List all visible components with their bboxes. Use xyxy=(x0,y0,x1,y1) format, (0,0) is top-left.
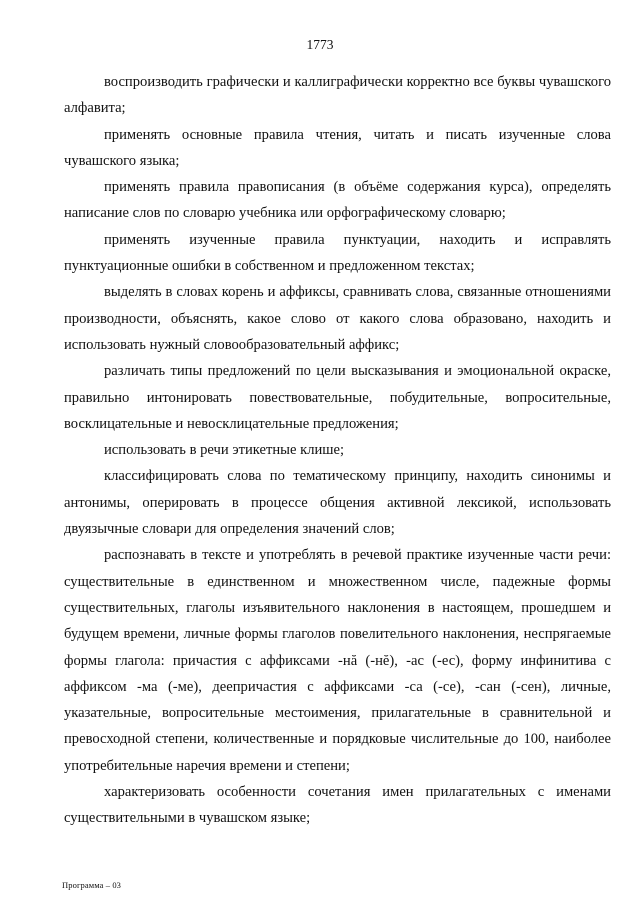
paragraph-spelling-rules: применять правила правописания (в объёме содержания курса), определять написание слов по словарю учебника или орфографическому словарю; xyxy=(64,179,611,222)
paragraph-punctuation: применять изученные правила пунктуации, находить и исправлять пунктуационные ошибки в собственном и предложенном текстах; xyxy=(64,231,611,275)
paragraph-word-formation: выделять в словах корень и аффиксы, сравнивать слова, связанные отношениями производности, объяснять, какое слово от какого слова образовано, находить и использовать нужный словообразовательный аффикс; xyxy=(64,284,611,353)
paragraph-reading-rules: применять основные правила чтения, читать и писать изученные слова чувашского языка; xyxy=(64,126,611,169)
page-footer: Программа – 03 xyxy=(62,880,122,890)
paragraph-adjective-noun: характеризовать особенности сочетания имен прилагательных с именами существительными в чувашском языке; xyxy=(64,784,611,827)
paragraph-parts-of-speech: распознавать в тексте и употреблять в речевой практике изученные части речи: существительные в единственном и множественном числе, падежные формы существительных, глаголы изъявительного наклонения в настоящем, прошедшем и будущем времени, личные формы глаголов повелительного наклонения, неспрягаемые формы глагола: причастия с аффиксами -нă (-нĕ), -ас (-ес), форму инфинитива с аффиксом -ма (-ме), деепричастия с аффиксами -са (-се), -сан (-сен), личные, указательные, вопросительные местоимения, прилагательные в сравнительной и превосходной степени, количественные и порядковые числительные до 100, наиболее употребительные наречия времени и степени; xyxy=(64,547,611,774)
paragraph-sentence-types: различать типы предложений по цели высказывания и эмоциональной окраске, правильно интонировать повествовательные, побудительные, вопросительные, восклицательные и невосклицательные предложения; xyxy=(64,363,611,432)
paragraph-etiquette: использовать в речи этикетные клише; xyxy=(104,442,345,459)
page-number: 1773 xyxy=(306,37,334,52)
paragraph-letters: воспроизводить графически и каллиграфически корректно все буквы чувашского алфавита; xyxy=(64,74,611,117)
document-body xyxy=(64,69,611,832)
paragraph-vocabulary: классифицировать слова по тематическому принципу, находить синонимы и антонимы, оперировать в процессе общения активной лексикой, использовать двуязычные словари для определения значений слов; xyxy=(64,468,611,538)
